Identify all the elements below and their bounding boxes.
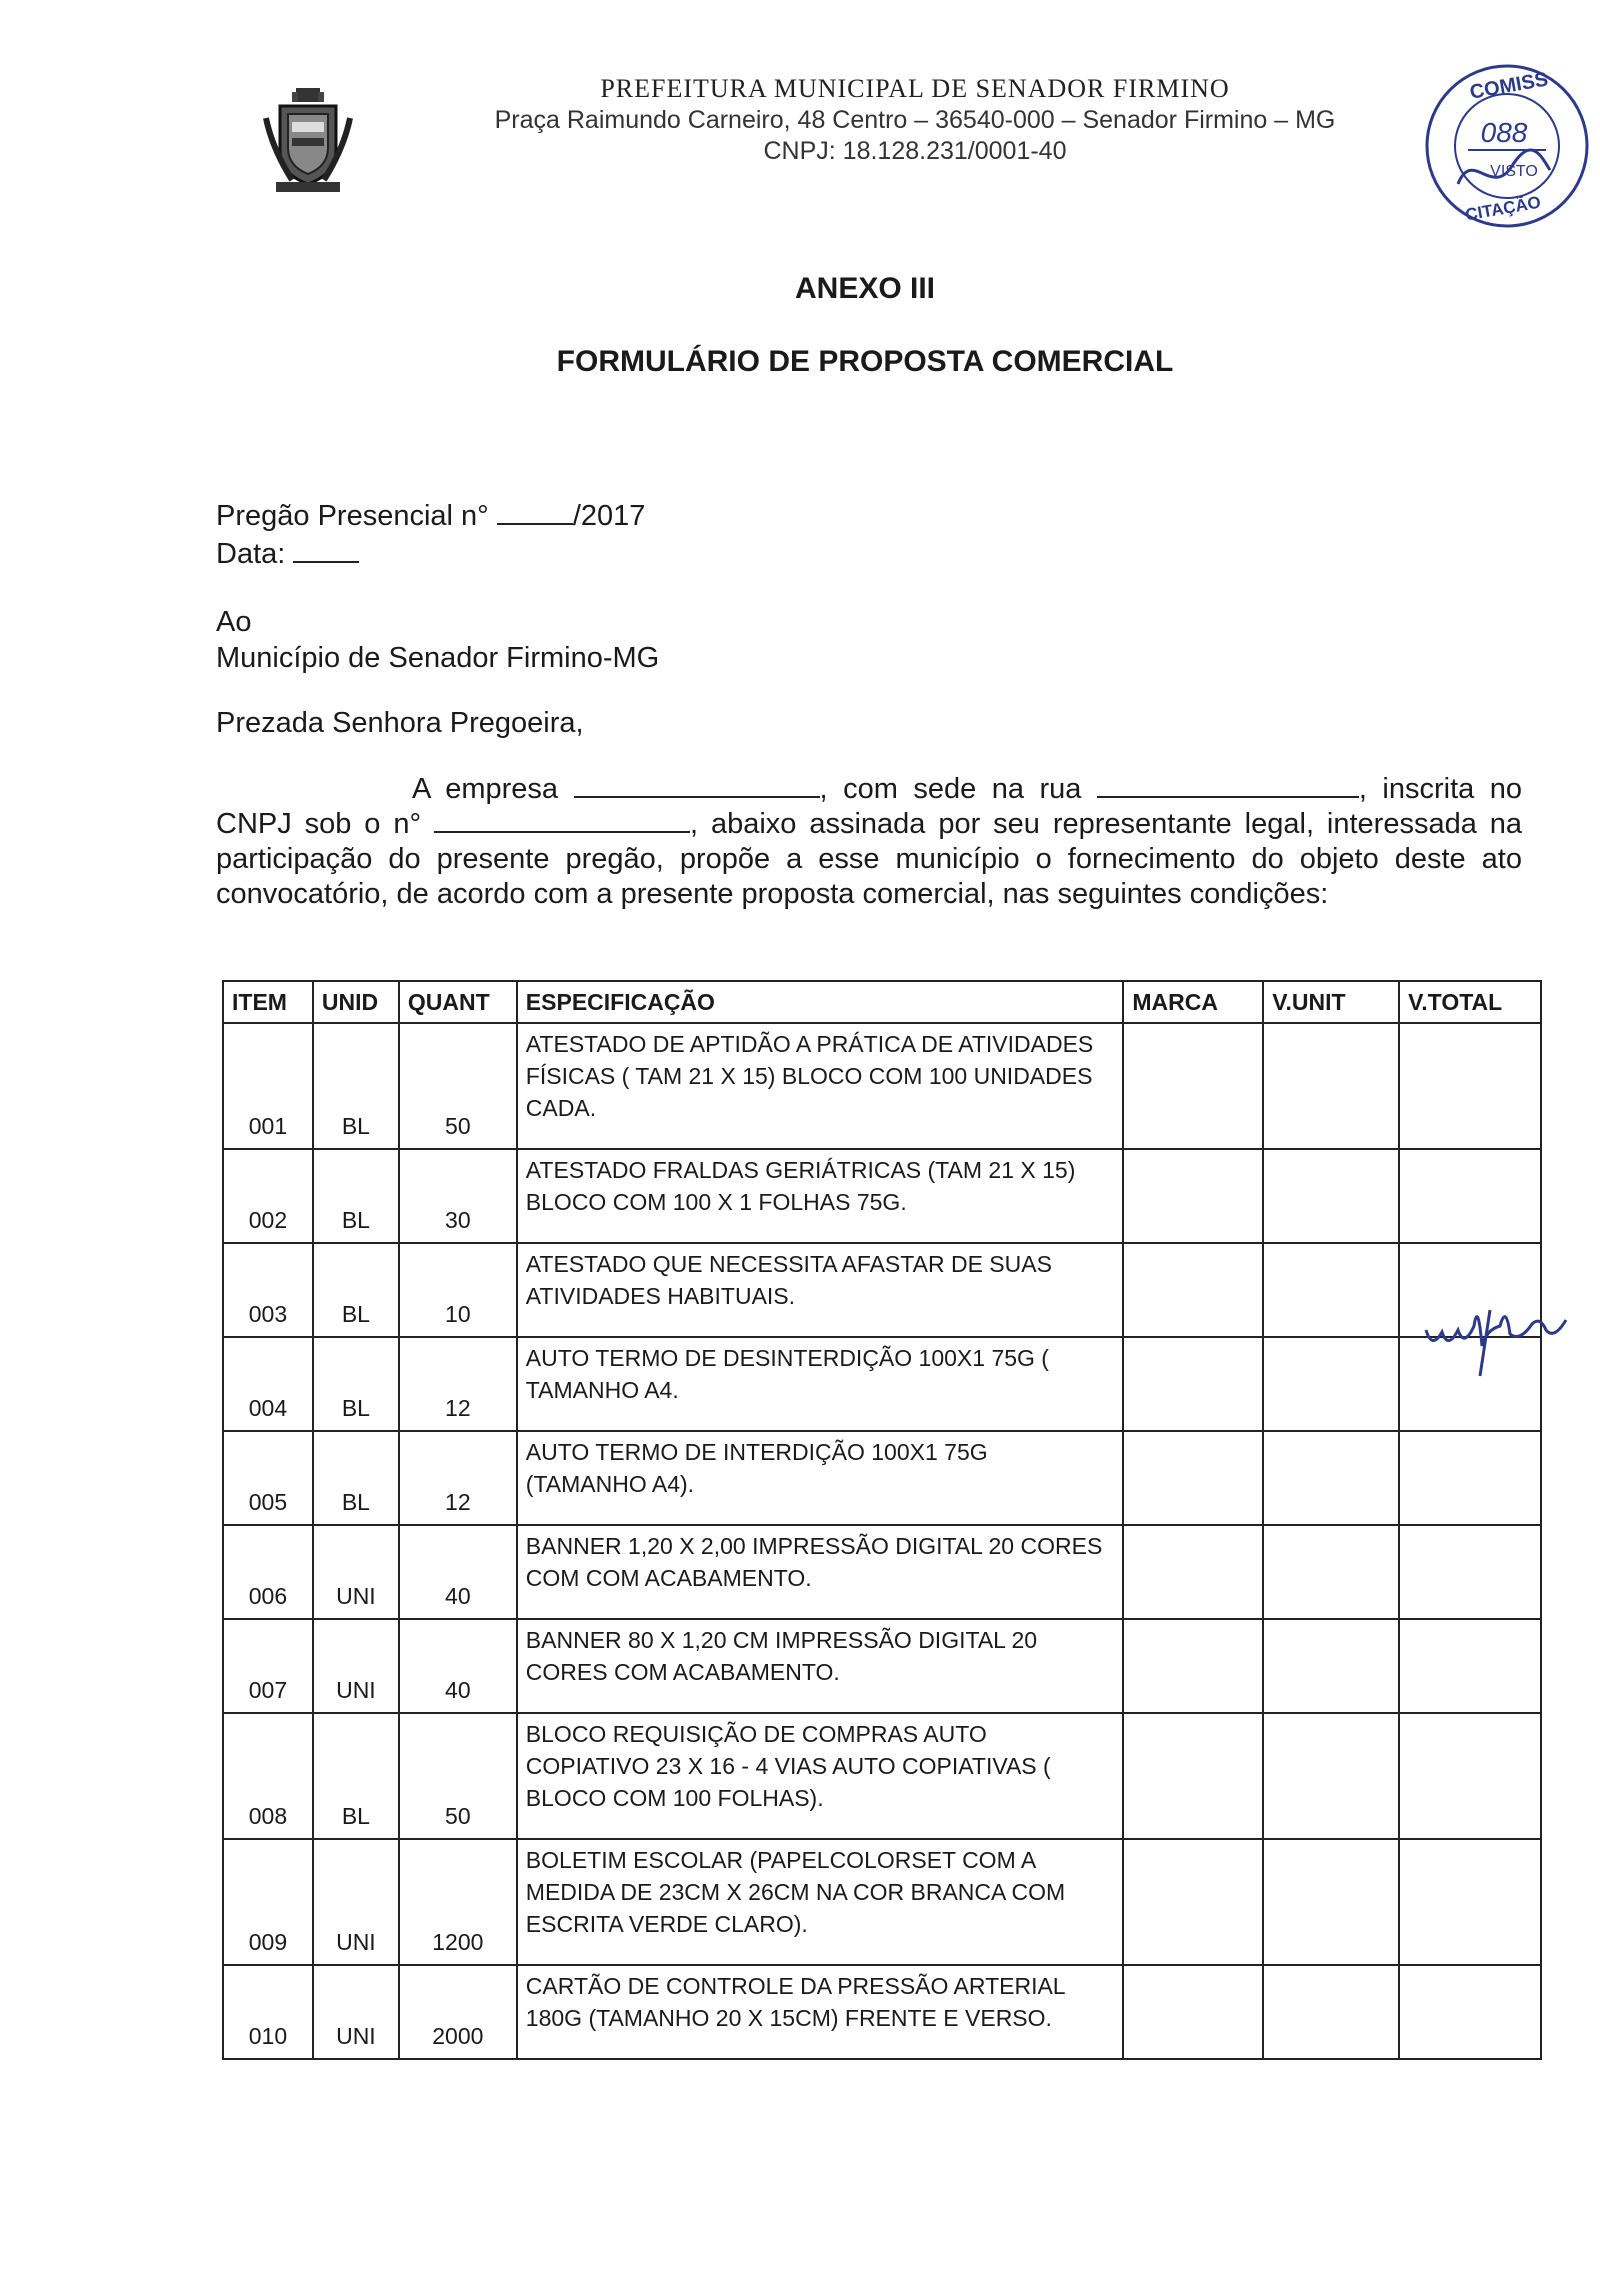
column-header-especificacao: ESPECIFICAÇÃO bbox=[517, 981, 1124, 1023]
cell-description: ATESTADO DE APTIDÃO A PRÁTICA DE ATIVIDADES FÍSICAS ( TAM 21 X 15) BLOCO COM 100 UNIDADES CADA. bbox=[517, 1023, 1124, 1149]
items-table bbox=[222, 980, 1542, 2060]
cell-item: 008 bbox=[223, 1713, 313, 1839]
cell-unid: BL bbox=[313, 1243, 399, 1337]
paragraph-part-2: , com sede na rua bbox=[819, 773, 1082, 805]
table-row bbox=[223, 1023, 1541, 1149]
cell-marca[interactable] bbox=[1123, 1337, 1263, 1431]
cell-marca[interactable] bbox=[1123, 1525, 1263, 1619]
table-row bbox=[223, 1619, 1541, 1713]
cell-vtotal[interactable] bbox=[1399, 1023, 1541, 1149]
table-row bbox=[223, 1965, 1541, 2059]
cell-vtotal[interactable] bbox=[1399, 1839, 1541, 1965]
cell-unid: BL bbox=[313, 1713, 399, 1839]
cell-description: BANNER 1,20 X 2,00 IMPRESSÃO DIGITAL 20 CORES COM COM ACABAMENTO. bbox=[517, 1525, 1124, 1619]
cell-unid: BL bbox=[313, 1337, 399, 1431]
cell-vunit[interactable] bbox=[1263, 1337, 1399, 1431]
institution-name: PREFEITURA MUNICIPAL DE SENADOR FIRMINO bbox=[600, 74, 1230, 103]
pregao-suffix: /2017 bbox=[572, 500, 646, 532]
table-row bbox=[223, 1337, 1541, 1431]
greeting: Prezada Senhora Pregoeira, bbox=[216, 707, 584, 739]
cell-item: 007 bbox=[223, 1619, 313, 1713]
cell-description: AUTO TERMO DE INTERDIÇÃO 100X1 75G (TAMANHO A4). bbox=[517, 1431, 1124, 1525]
cell-quant: 1200 bbox=[399, 1839, 517, 1965]
table-row bbox=[223, 1839, 1541, 1965]
column-header-vunit: V.UNIT bbox=[1263, 981, 1399, 1023]
cell-item: 001 bbox=[223, 1023, 313, 1149]
cell-vunit[interactable] bbox=[1263, 1243, 1399, 1337]
cell-quant: 50 bbox=[399, 1713, 517, 1839]
cell-description: ATESTADO FRALDAS GERIÁTRICAS (TAM 21 X 15) BLOCO COM 100 X 1 FOLHAS 75G. bbox=[517, 1149, 1124, 1243]
cell-description: BANNER 80 X 1,20 CM IMPRESSÃO DIGITAL 20 CORES COM ACABAMENTO. bbox=[517, 1619, 1124, 1713]
cell-item: 004 bbox=[223, 1337, 313, 1431]
column-header-item: ITEM bbox=[223, 981, 313, 1023]
cell-quant: 10 bbox=[399, 1243, 517, 1337]
cell-item: 005 bbox=[223, 1431, 313, 1525]
cell-vunit[interactable] bbox=[1263, 1431, 1399, 1525]
cell-marca[interactable] bbox=[1123, 1619, 1263, 1713]
cell-vunit[interactable] bbox=[1263, 1839, 1399, 1965]
pregao-line bbox=[216, 498, 645, 534]
cell-quant: 50 bbox=[399, 1023, 517, 1149]
cell-unid: UNI bbox=[313, 1619, 399, 1713]
cell-quant: 30 bbox=[399, 1149, 517, 1243]
cell-quant: 40 bbox=[399, 1619, 517, 1713]
stamp-bottom-text: CITAÇÃO bbox=[1463, 192, 1543, 225]
letterhead bbox=[400, 74, 1430, 166]
annex-title: ANEXO III bbox=[794, 272, 936, 305]
date-blank[interactable] bbox=[293, 539, 359, 563]
cell-description: AUTO TERMO DE DESINTERDIÇÃO 100X1 75G ( TAMANHO A4. bbox=[517, 1337, 1124, 1431]
form-title: FORMULÁRIO DE PROPOSTA COMERCIAL bbox=[556, 345, 1174, 378]
cell-marca[interactable] bbox=[1123, 1243, 1263, 1337]
municipal-crest-icon bbox=[262, 88, 354, 196]
paragraph-part-1: A empresa bbox=[412, 773, 559, 805]
table-row bbox=[223, 1431, 1541, 1525]
cnpj-blank[interactable] bbox=[434, 809, 690, 833]
cell-unid: UNI bbox=[313, 1965, 399, 2059]
institution-address: Praça Raimundo Carneiro, 48 Centro – 36540-000 – Senador Firmino – MG bbox=[494, 106, 1336, 134]
addressee-line-2: Município de Senador Firmino-MG bbox=[216, 642, 660, 674]
handwritten-initials bbox=[1420, 1290, 1570, 1380]
cell-vunit[interactable] bbox=[1263, 1713, 1399, 1839]
addressee-line-1: Ao bbox=[216, 606, 252, 638]
date-line bbox=[216, 536, 359, 572]
paragraph-part-4: , abaixo assinada por seu representante legal, interessada na participação do presente pregão, propõe a esse município o fornecimento do objeto deste ato convocatório, de acordo com a presente proposta comercial, nas seguintes condições: bbox=[216, 808, 1523, 910]
cell-vtotal[interactable] bbox=[1399, 1619, 1541, 1713]
stamp-number: 088 bbox=[1480, 117, 1528, 148]
street-blank[interactable] bbox=[1097, 774, 1359, 798]
institution-cnpj: CNPJ: 18.128.231/0001-40 bbox=[763, 137, 1067, 165]
cell-vunit[interactable] bbox=[1263, 1965, 1399, 2059]
cell-vunit[interactable] bbox=[1263, 1023, 1399, 1149]
cell-quant: 2000 bbox=[399, 1965, 517, 2059]
cell-marca[interactable] bbox=[1123, 1713, 1263, 1839]
stamp-top-text: COMISS bbox=[1468, 68, 1550, 104]
cell-vtotal[interactable] bbox=[1399, 1713, 1541, 1839]
cell-vtotal[interactable] bbox=[1399, 1965, 1541, 2059]
cell-marca[interactable] bbox=[1123, 1023, 1263, 1149]
cell-item: 006 bbox=[223, 1525, 313, 1619]
commission-stamp bbox=[1422, 58, 1592, 234]
cell-quant: 12 bbox=[399, 1431, 517, 1525]
cell-vtotal[interactable] bbox=[1399, 1431, 1541, 1525]
cell-unid: UNI bbox=[313, 1839, 399, 1965]
cell-description: BOLETIM ESCOLAR (PAPELCOLORSET COM A MEDIDA DE 23CM X 26CM NA COR BRANCA COM ESCRITA VERDE CLARO). bbox=[517, 1839, 1124, 1965]
cell-vtotal[interactable] bbox=[1399, 1149, 1541, 1243]
cell-marca[interactable] bbox=[1123, 1965, 1263, 2059]
cell-unid: BL bbox=[313, 1023, 399, 1149]
column-header-unid: UNID bbox=[313, 981, 399, 1023]
pregao-prefix: Pregão Presencial n° bbox=[216, 500, 489, 532]
paragraph-part-3: , inscrita no CNPJ sob o n° bbox=[216, 773, 1522, 840]
company-name-blank[interactable] bbox=[574, 774, 820, 798]
cell-marca[interactable] bbox=[1123, 1149, 1263, 1243]
column-header-quant: QUANT bbox=[399, 981, 517, 1023]
cell-description: BLOCO REQUISIÇÃO DE COMPRAS AUTO COPIATIVO 23 X 16 - 4 VIAS AUTO COPIATIVAS ( BLOCO COM 100 FOLHAS). bbox=[517, 1713, 1124, 1839]
table-row bbox=[223, 1525, 1541, 1619]
date-label: Data: bbox=[216, 538, 286, 570]
cell-marca[interactable] bbox=[1123, 1839, 1263, 1965]
cell-quant: 40 bbox=[399, 1525, 517, 1619]
table-row bbox=[223, 1149, 1541, 1243]
cell-item: 010 bbox=[223, 1965, 313, 2059]
cell-item: 003 bbox=[223, 1243, 313, 1337]
cell-description: CARTÃO DE CONTROLE DA PRESSÃO ARTERIAL 180G (TAMANHO 20 X 15CM) FRENTE E VERSO. bbox=[517, 1965, 1124, 2059]
column-header-vtotal: V.TOTAL bbox=[1399, 981, 1541, 1023]
proposal-paragraph bbox=[216, 772, 1522, 912]
cell-unid: UNI bbox=[313, 1525, 399, 1619]
cell-unid: BL bbox=[313, 1149, 399, 1243]
cell-description: ATESTADO QUE NECESSITA AFASTAR DE SUAS ATIVIDADES HABITUAIS. bbox=[517, 1243, 1124, 1337]
pregao-number-blank[interactable] bbox=[497, 501, 573, 525]
cell-item: 009 bbox=[223, 1839, 313, 1965]
cell-vunit[interactable] bbox=[1263, 1525, 1399, 1619]
cell-vtotal[interactable] bbox=[1399, 1525, 1541, 1619]
cell-item: 002 bbox=[223, 1149, 313, 1243]
table-row bbox=[223, 1713, 1541, 1839]
cell-quant: 12 bbox=[399, 1337, 517, 1431]
table-header-row bbox=[223, 981, 1541, 1023]
cell-unid: BL bbox=[313, 1431, 399, 1525]
cell-vunit[interactable] bbox=[1263, 1619, 1399, 1713]
table-row bbox=[223, 1243, 1541, 1337]
column-header-marca: MARCA bbox=[1123, 981, 1263, 1023]
stamp-visto: VISTO bbox=[1490, 163, 1538, 180]
cell-vunit[interactable] bbox=[1263, 1149, 1399, 1243]
cell-marca[interactable] bbox=[1123, 1431, 1263, 1525]
